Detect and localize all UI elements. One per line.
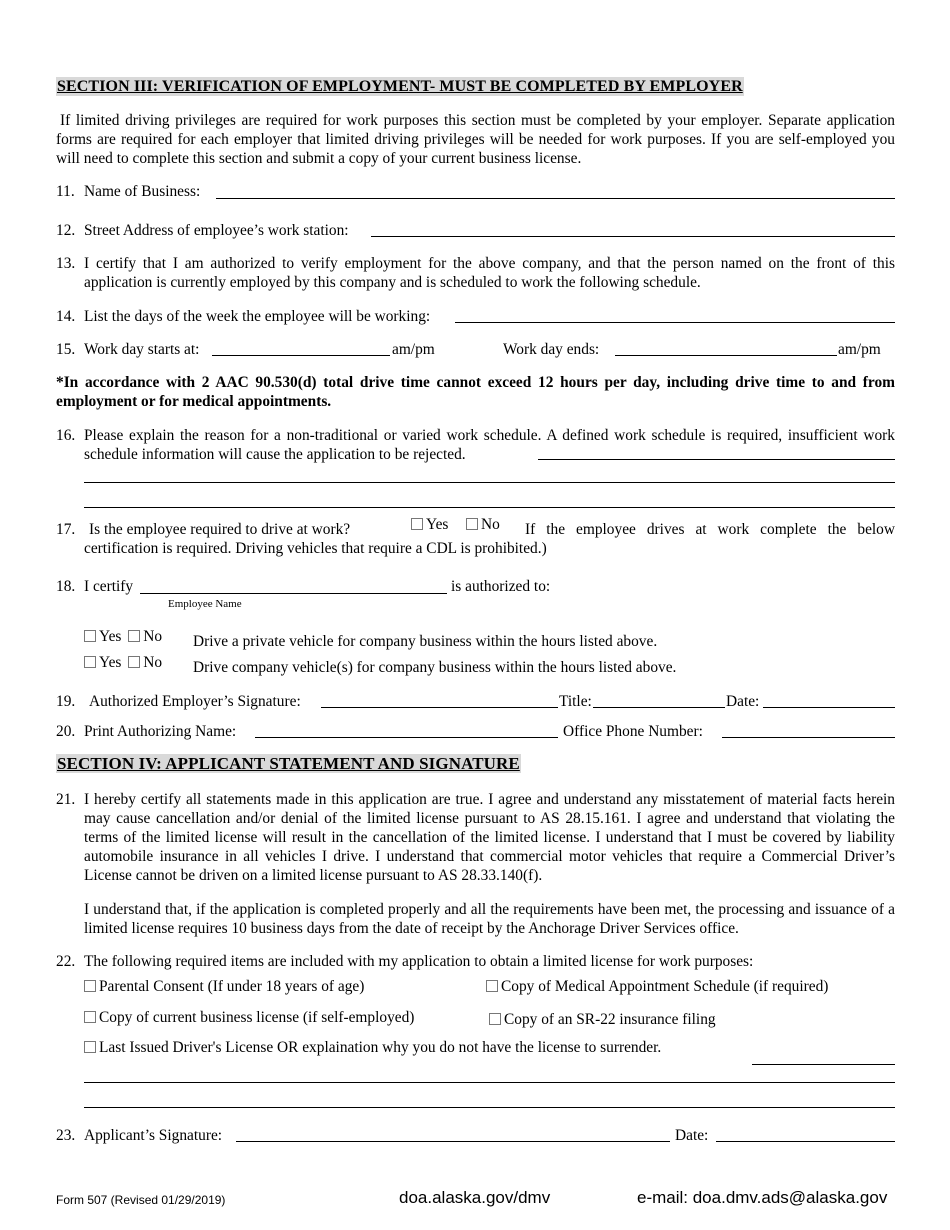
q16-text: Please explain the reason for a non-traditional or varied work schedule. A defined work schedule is required, insufficient work schedule information will cause the application to be rejected. bbox=[84, 427, 895, 463]
employee-name-field[interactable] bbox=[140, 593, 447, 594]
office-phone-field[interactable] bbox=[722, 737, 895, 738]
schedule-reason-field-3[interactable] bbox=[84, 507, 895, 508]
parental-consent-checkbox[interactable] bbox=[84, 980, 96, 992]
q13-text: I certify that I am authorized to verify employment for the above company, and that the person named on the front of this application is currently employed by this company and is scheduled to work the following schedule. bbox=[84, 255, 895, 291]
q18-number: 18. bbox=[56, 578, 76, 595]
q13 bbox=[56, 254, 895, 292]
q16-number: 16. bbox=[56, 427, 76, 444]
q21-p2-wrap bbox=[56, 900, 895, 938]
q19-date-label: Date: bbox=[726, 693, 760, 710]
q19-label: Authorized Employer’s Signature: bbox=[89, 693, 301, 710]
q15-ampm-end: am/pm bbox=[838, 341, 881, 358]
item-business-license[interactable] bbox=[84, 1008, 414, 1027]
q19-number: 19. bbox=[56, 693, 76, 710]
applicant-date-field[interactable] bbox=[716, 1141, 895, 1142]
q17-no-checkbox[interactable] bbox=[466, 518, 478, 530]
medical-schedule-label: Copy of Medical Appointment Schedule (if required) bbox=[501, 978, 829, 995]
work-start-field[interactable] bbox=[212, 355, 390, 356]
q18-company-yes-label: Yes bbox=[99, 654, 122, 671]
q22-number: 22. bbox=[56, 953, 76, 970]
q12-label: Street Address of employee’s work station: bbox=[84, 222, 349, 239]
q17-yes-option[interactable] bbox=[411, 515, 448, 534]
employer-title-field[interactable] bbox=[593, 707, 725, 708]
q15-number: 15. bbox=[56, 341, 76, 358]
parental-consent-label: Parental Consent (If under 18 years of age) bbox=[99, 978, 365, 995]
q18-company-no-checkbox[interactable] bbox=[128, 656, 140, 668]
applicant-signature-field[interactable] bbox=[236, 1141, 670, 1142]
item-medical-schedule[interactable] bbox=[486, 977, 828, 996]
q21-paragraph-1: I hereby certify all statements made in this application are true. I agree and understand any misstatement of material facts herein may cause cancellation and/or denial of the limited license pursuant to AS 28.15.161. I agree and understand that violating the terms of the limited license will result in the cancellation of the limited license. I understand that I must be covered by liability automobile insurance in all vehicles I drive. I understand that commercial motor vehicles that require a Commercial Driver’s License cannot be driven on a limited license pursuant to AS 28.33.140(f). bbox=[84, 791, 895, 884]
q17-rest: If the employee drives at work complete the below bbox=[525, 521, 895, 538]
q18-company-no-label: No bbox=[143, 654, 163, 671]
item-last-license[interactable] bbox=[84, 1038, 661, 1057]
section-iv-title: SECTION IV: APPLICANT STATEMENT AND SIGNATURE bbox=[57, 754, 520, 773]
q18-private-no-checkbox[interactable] bbox=[128, 630, 140, 642]
sr22-checkbox[interactable] bbox=[489, 1013, 501, 1025]
work-days-field[interactable] bbox=[455, 322, 895, 323]
medical-schedule-checkbox[interactable] bbox=[486, 980, 498, 992]
work-end-field[interactable] bbox=[615, 355, 837, 356]
q18-option-company bbox=[84, 653, 162, 672]
drive-time-notice: *In accordance with 2 AAC 90.530(d) total drive time cannot exceed 12 hours per day, including drive time to and from employment or for medical appointments. bbox=[56, 374, 895, 410]
q18-company-yes-checkbox[interactable] bbox=[84, 656, 96, 668]
q18-private-yes-label: Yes bbox=[99, 628, 122, 645]
item-parental-consent[interactable] bbox=[84, 977, 364, 996]
q17-question: Is the employee required to drive at work? bbox=[89, 521, 351, 538]
q17-no-option[interactable] bbox=[466, 515, 500, 534]
employer-signature-field[interactable] bbox=[321, 707, 558, 708]
authorizing-name-field[interactable] bbox=[255, 737, 558, 738]
schedule-reason-field-1[interactable] bbox=[538, 459, 895, 460]
q17-line2: certification is required. Driving vehicles that require a CDL is prohibited.) bbox=[84, 540, 547, 557]
schedule-reason-field-2[interactable] bbox=[84, 482, 895, 483]
q18-private-yes-checkbox[interactable] bbox=[84, 630, 96, 642]
item-sr22[interactable] bbox=[489, 1010, 716, 1029]
q15-ampm-start: am/pm bbox=[392, 341, 435, 358]
form-number: Form 507 (Revised 01/29/2019) bbox=[56, 1193, 226, 1207]
business-license-label: Copy of current business license (if self-employed) bbox=[99, 1009, 415, 1026]
q23-date-label: Date: bbox=[675, 1127, 709, 1144]
q17-number: 17. bbox=[56, 521, 76, 538]
q20-number: 20. bbox=[56, 723, 76, 740]
license-explanation-field-1[interactable] bbox=[752, 1064, 895, 1065]
business-license-checkbox[interactable] bbox=[84, 1011, 96, 1023]
business-name-field[interactable] bbox=[216, 198, 895, 199]
q21 bbox=[56, 790, 895, 885]
q21-paragraph-2: I understand that, if the application is completed properly and all the requirements have been met, the processing and issuance of a limited license requires 10 business days from the date of receipt by the Anchorage Driver Services office. bbox=[84, 901, 895, 937]
employee-name-sublabel: Employee Name bbox=[168, 598, 242, 610]
q17-yes-label: Yes bbox=[426, 516, 449, 533]
q17-no-label: No bbox=[481, 516, 500, 533]
q12-number: 12. bbox=[56, 222, 76, 239]
q23-number: 23. bbox=[56, 1127, 76, 1144]
work-address-field[interactable] bbox=[371, 236, 895, 237]
q17-yes-checkbox[interactable] bbox=[411, 518, 423, 530]
q20-phone-label: Office Phone Number: bbox=[563, 723, 703, 740]
section-iii-intro: If limited driving privileges are required for work purposes this section must be completed by your employer. Separate application forms are required for each employer that limited driving privileges will be needed for work purposes. If you are self-employed you will need to complete this section and submit a copy of your current business license. bbox=[56, 112, 895, 167]
q18-post: is authorized to: bbox=[451, 578, 551, 595]
q18-private-no-label: No bbox=[143, 628, 163, 645]
q20-label: Print Authorizing Name: bbox=[84, 723, 237, 740]
last-license-label: Last Issued Driver's License OR explaination why you do not have the license to surrender. bbox=[99, 1039, 662, 1056]
q18-option-private bbox=[84, 627, 162, 646]
q22-text: The following required items are included with my application to obtain a limited license for work purposes: bbox=[84, 953, 754, 970]
license-explanation-field-3[interactable] bbox=[84, 1107, 895, 1108]
q18-private-text: Drive a private vehicle for company business within the hours listed above. bbox=[193, 633, 658, 650]
q23-label: Applicant’s Signature: bbox=[84, 1127, 223, 1144]
last-license-checkbox[interactable] bbox=[84, 1041, 96, 1053]
q18-company-text: Drive company vehicle(s) for company business within the hours listed above. bbox=[193, 659, 677, 676]
q18-pre: I certify bbox=[84, 578, 134, 595]
q14-number: 14. bbox=[56, 308, 76, 325]
section-iii-title: SECTION III: VERIFICATION OF EMPLOYMENT- MUST BE COMPLETED BY EMPLOYER bbox=[57, 78, 743, 95]
q13-number: 13. bbox=[56, 255, 76, 272]
q11-label: Name of Business: bbox=[84, 183, 201, 200]
q21-number: 21. bbox=[56, 791, 76, 808]
sr22-label: Copy of an SR-22 insurance filing bbox=[504, 1011, 716, 1028]
q19-title-label: Title: bbox=[559, 693, 592, 710]
q14-label: List the days of the week the employee will be working: bbox=[84, 308, 431, 325]
q11-number: 11. bbox=[56, 183, 75, 200]
dmv-website-link[interactable]: doa.alaska.gov/dmv bbox=[399, 1188, 551, 1207]
license-explanation-field-2[interactable] bbox=[84, 1082, 895, 1083]
contact-email-link[interactable]: e-mail: doa.dmv.ads@alaska.gov bbox=[637, 1188, 888, 1207]
employer-date-field[interactable] bbox=[763, 707, 895, 708]
q15-start-label: Work day starts at: bbox=[84, 341, 200, 358]
q15-end-label: Work day ends: bbox=[503, 341, 600, 358]
